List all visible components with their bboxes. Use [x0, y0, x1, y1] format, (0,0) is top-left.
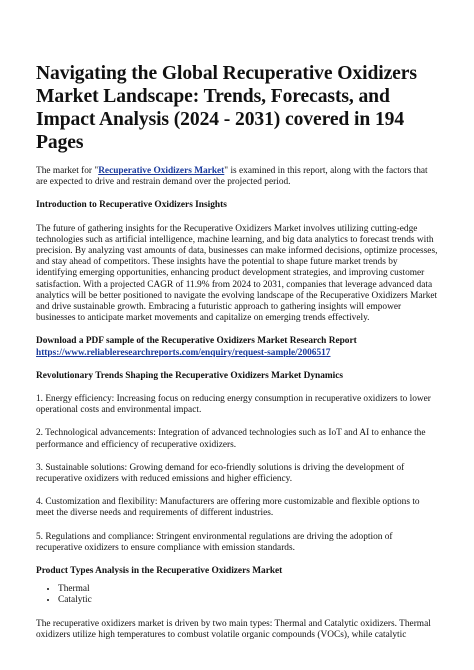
intro-suffix: " is examined in this report, along with the factors that are expected to drive and restrain demand over the projected period.	[36, 166, 428, 188]
intro-prefix: The market for "	[36, 166, 99, 176]
section-heading-trends: Revolutionary Trends Shaping the Recuperative Oxidizers Market Dynamics	[36, 370, 344, 381]
section-heading-insights: Introduction to Recuperative Oxidizers Insights	[36, 200, 227, 211]
list-item: • Thermal	[58, 584, 438, 595]
list-item: • Catalytic	[58, 595, 438, 606]
product-type-list	[36, 584, 438, 606]
download-sample-link[interactable]: https://www.reliableresearchreports.com/enquiry/request-sample/2006517	[36, 347, 331, 358]
section-heading-product-types: Product Types Analysis in the Recuperative Oxidizers Market	[36, 566, 283, 577]
download-heading: Download a PDF sample of the Recuperative Oxidizers Market Research Report	[36, 336, 357, 347]
closing-paragraph: The recuperative oxidizers market is driven by two main types: Thermal and Catalytic oxidizers. Thermal oxidizers utilize high temperatures to combust volatile organic compounds (VOCs), while catalytic	[36, 618, 431, 640]
trend-item: 1. Energy efficiency: Increasing focus on reducing energy consumption in recuperative oxidizers to lower operational costs and environmental impact.	[36, 394, 431, 416]
trend-item: 4. Customization and flexibility: Manufacturers are offering more customizable and flexible options to meet the diverse needs and requirements of different industries.	[36, 497, 420, 519]
intro-paragraph	[36, 166, 438, 188]
trend-item: 3. Sustainable solutions: Growing demand for eco-friendly solutions is driving the development of recuperative oxidizers with reduced emissions and higher efficiency.	[36, 462, 405, 485]
trend-item: 2. Technological advancements: Integration of advanced technologies such as IoT and AI to enhance the performance and efficiency of recuperative oxidizers.	[36, 428, 426, 450]
insights-paragraph: The future of gathering insights for the Recuperative Oxidizers Market involves utilizing cutting-edge technologies such as artificial intelligence, machine learning, and big data analytics to forecast trends with precision. By analyzing vast amounts of data, businesses can make informed decisions, optimize processes, and stay ahead of competitors. These insights have the potential to shape future market trends by identifying emerging opportunities, enhancing product development strategies, and improving customer satisfaction. With a projected CAGR of 11.9% from 2024 to 2031, companies that leverage advanced data analytics will be better positioned to navigate the evolving landscape of the Recuperative Oxidizers Market and drive sustainable growth. Embracing a futuristic approach to gathering insights will empower businesses to anticipate market movements and capitalize on emerging trends effectively.	[36, 223, 438, 324]
market-link[interactable]: Recuperative Oxidizers Market	[98, 166, 225, 176]
download-link-line	[36, 348, 438, 359]
trend-item: 5. Regulations and compliance: Stringent environmental regulations are driving the adoption of recuperative oxidizers to ensure compliance with emission standards.	[36, 531, 393, 553]
page-title: Navigating the Global Recuperative Oxidizers Market Landscape: Trends, Forecasts, and Impact Analysis (2024 - 2031) covered in 194 Pages	[36, 63, 417, 153]
